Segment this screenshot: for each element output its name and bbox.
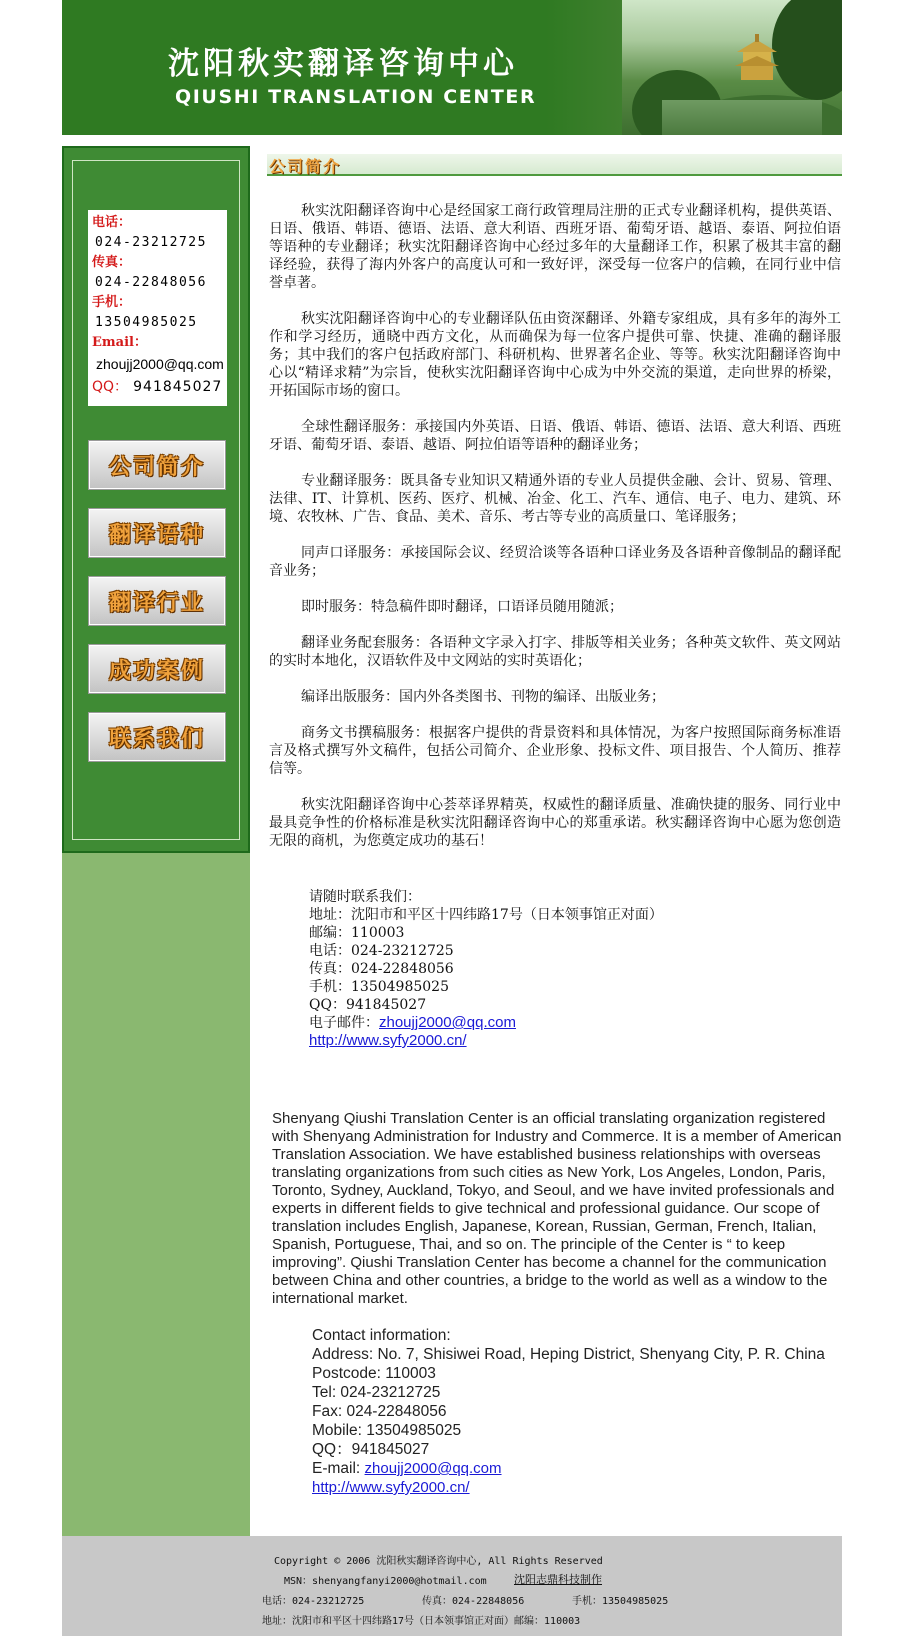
site-header [62, 0, 842, 135]
email-value: zhoujj2000@qq.com [96, 356, 224, 372]
mobile-value: 13504985025 [95, 315, 198, 330]
nav-industries-button[interactable] [88, 576, 226, 626]
contact-fax: Fax: 024-22848056 [312, 1403, 447, 1420]
nav-company-profile-button[interactable] [88, 440, 226, 490]
contact-website-row [309, 1032, 663, 1050]
contact-fax: 传真：024-22848056 [309, 961, 454, 977]
contact-address: 地址：沈阳市和平区十四纬路17号（日本领事馆正对面） [309, 907, 663, 923]
qq-label: QQ： [92, 379, 129, 395]
english-description: Shenyang Qiushi Translation Center is an official translating organization registered with Shenyang Administration for Industry and Commerce. It is a member of American Translation Association. We have established business relationships with overseas translating organizations from such cities as New York, Los Angeles, London, Paris, Toronto, Sydney, Auckland, Tokyo, and Seoul, and we have invited professionals and experts in different fields to give technical and professional guidance. Our scope of translation includes English, Japanese, Korean, Russian, German, French, Italian, Spanish, Portuguese, Thai, and so on. The principle of the Center is “ to keep improving”. Qiushi Translation Center has become a channel for the communication between China and other countries, a bridge to the world as well as a window to the international market. [272, 1110, 842, 1307]
footer-address: 地址：沈阳市和平区十四纬路17号（日本领事馆正对面）邮编：110003 [262, 1616, 581, 1627]
phone-value: 024-23212725 [95, 235, 207, 250]
email-link[interactable]: zhoujj2000@qq.com [379, 1014, 516, 1031]
paragraph: 同声口译服务：承接国际会议、经贸洽谈等各语种口译业务及各语种音像制品的翻译配音业务； [269, 545, 841, 579]
nav-cases-button[interactable] [88, 644, 226, 694]
contact-qq: QQ：941845027 [312, 1441, 430, 1458]
contact-email-label: E-mail: [312, 1460, 365, 1477]
paragraph: 翻译业务配套服务：各语种文字录入打字、排版等相关业务；各种英文软件、英文网站的实时本地化，汉语软件及中文网站的实时英语化； [269, 635, 841, 669]
mobile-label: 手机： [92, 295, 132, 310]
contact-intro: Contact information: [312, 1327, 451, 1344]
footer-phone: 电话：024-23212725 [262, 1596, 365, 1607]
nav-languages-button[interactable] [88, 508, 226, 558]
paragraph: 秋实沈阳翻译咨询中心的专业翻译队伍由资深翻译、外籍专家组成，具有多年的海外工作和学习经历，通晓中西方文化，从而确保为每一位客户提供可靠、快捷、准确的翻译服务；其中我们的客户包括政府部门、科研机构、世界著名企业、等等。秋实沈阳翻译咨询中心以“精译求精”为宗旨，使秋实沈阳翻译咨询中心成为中外交流的渠道，走向世界的桥梁，开拓国际市场的窗口。 [269, 311, 841, 399]
contact-website-row [312, 1478, 825, 1497]
contact-mobile: 手机：13504985025 [309, 979, 449, 995]
email-link[interactable]: zhoujj2000@qq.com [364, 1460, 502, 1477]
footer-fax: 传真：024-22848056 [422, 1596, 525, 1607]
pagoda-image [727, 30, 787, 90]
qq-value: 941845027 [133, 379, 223, 395]
contact-tel: Tel: 024-23212725 [312, 1384, 441, 1401]
contact-email-row [309, 1014, 663, 1032]
contact-postcode: 邮编：110003 [309, 925, 405, 941]
nav-label: 翻译行业 [108, 589, 205, 616]
nav-label: 联系我们 [108, 725, 205, 752]
contact-email-row [312, 1459, 825, 1478]
site-footer [62, 1536, 842, 1636]
paragraph: 即时服务：特急稿件即时翻译，口语译员随用随派； [301, 599, 623, 615]
contact-postcode: Postcode: 110003 [312, 1365, 436, 1382]
nav-label: 公司简介 [108, 453, 205, 480]
chinese-contact-block [309, 888, 663, 1050]
paragraph: 秋实沈阳翻译咨询中心是经国家工商行政管理局注册的正式专业翻译机构，提供英语、日语、俄语、韩语、德语、法语、意大利语、西班牙语、葡萄牙语、越语、泰语、阿拉伯语等语种的专业翻译；秋实沈阳翻译咨询中心经过多年的大量翻译工作，积累了极其丰富的翻译经验，获得了海内外客户的高度认可和一致好评，深受每一位客户的信赖，在同行业中信誉卓著。 [269, 203, 841, 291]
contact-qq: QQ：941845027 [309, 997, 427, 1013]
website-link[interactable]: http://www.syfy2000.cn/ [309, 1032, 467, 1049]
paragraph: 秋实沈阳翻译咨询中心荟萃译界精英，权威性的翻译质量、准确快捷的服务、同行业中最具竞争性的价格标准是秋实沈阳翻译咨询中心的郑重承诺。秋实翻译咨询中心愿为您创造无限的商机，为您奠定成功的基石！ [269, 797, 841, 849]
paragraph: 编译出版服务：国内外各类图书、刊物的编译、出版业务； [301, 689, 665, 705]
contact-phone: 电话：024-23212725 [309, 943, 454, 959]
paragraph: 专业翻译服务：既具备专业知识又精通外语的专业人员提供金融、会计、贸易、管理、法律、IT、计算机、医药、医疗、机械、冶金、化工、汽车、通信、电子、电力、建筑、环境、农牧林、广告、食品、美术、音乐、考古等专业的高质量口、笔译服务； [269, 473, 841, 525]
contact-card [88, 210, 227, 406]
contact-email-label: 电子邮件： [309, 1015, 379, 1031]
section-title: 公司简介 [269, 157, 342, 176]
qq-row [92, 375, 223, 398]
footer-msn: MSN：shenyangfanyi2000@hotmail.com [284, 1576, 487, 1587]
fax-value: 024-22848056 [95, 275, 207, 290]
fax-label: 传真： [92, 255, 132, 270]
site-title-chinese: 沈阳秋实翻译咨询中心 [168, 46, 518, 82]
english-contact-block [312, 1326, 825, 1497]
paragraph: 全球性翻译服务：承接国内外英语、日语、俄语、韩语、德语、法语、意大利语、西班牙语、葡萄牙语、泰语、越语、阿拉伯语等语种的翻译业务； [269, 419, 841, 453]
nav-contact-button[interactable] [88, 712, 226, 762]
contact-address: Address: No. 7, Shisiwei Road, Heping District, Shenyang City, P. R. China [312, 1346, 825, 1363]
footer-copyright: Copyright © 2006 沈阳秋实翻译咨询中心, All Rights Reserved [274, 1556, 603, 1567]
intro-paragraphs [269, 202, 841, 868]
page [62, 0, 842, 1636]
nav-label: 成功案例 [108, 657, 205, 684]
email-label: Email： [92, 335, 147, 350]
phone-label: 电话： [92, 215, 132, 230]
nav-label: 翻译语种 [108, 521, 205, 548]
contact-mobile: Mobile: 13504985025 [312, 1422, 462, 1439]
contact-intro: 请随时联系我们： [309, 889, 421, 905]
footer-maker-link[interactable]: 沈阳志鼎科技制作 [514, 1573, 602, 1586]
sidebar [62, 146, 250, 853]
paragraph: 商务文书撰稿服务：根据客户提供的背景资料和具体情况，为客户按照国际商务标准语言及格式撰写外文稿件，包括公司简介、企业形象、投标文件、项目报告、个人简历、推荐信等。 [269, 725, 841, 777]
site-title-english: QIUSHI TRANSLATION CENTER [175, 86, 537, 108]
footer-mobile: 手机：13504985025 [572, 1596, 669, 1607]
website-link[interactable]: http://www.syfy2000.cn/ [312, 1479, 470, 1496]
section-header [267, 154, 842, 176]
